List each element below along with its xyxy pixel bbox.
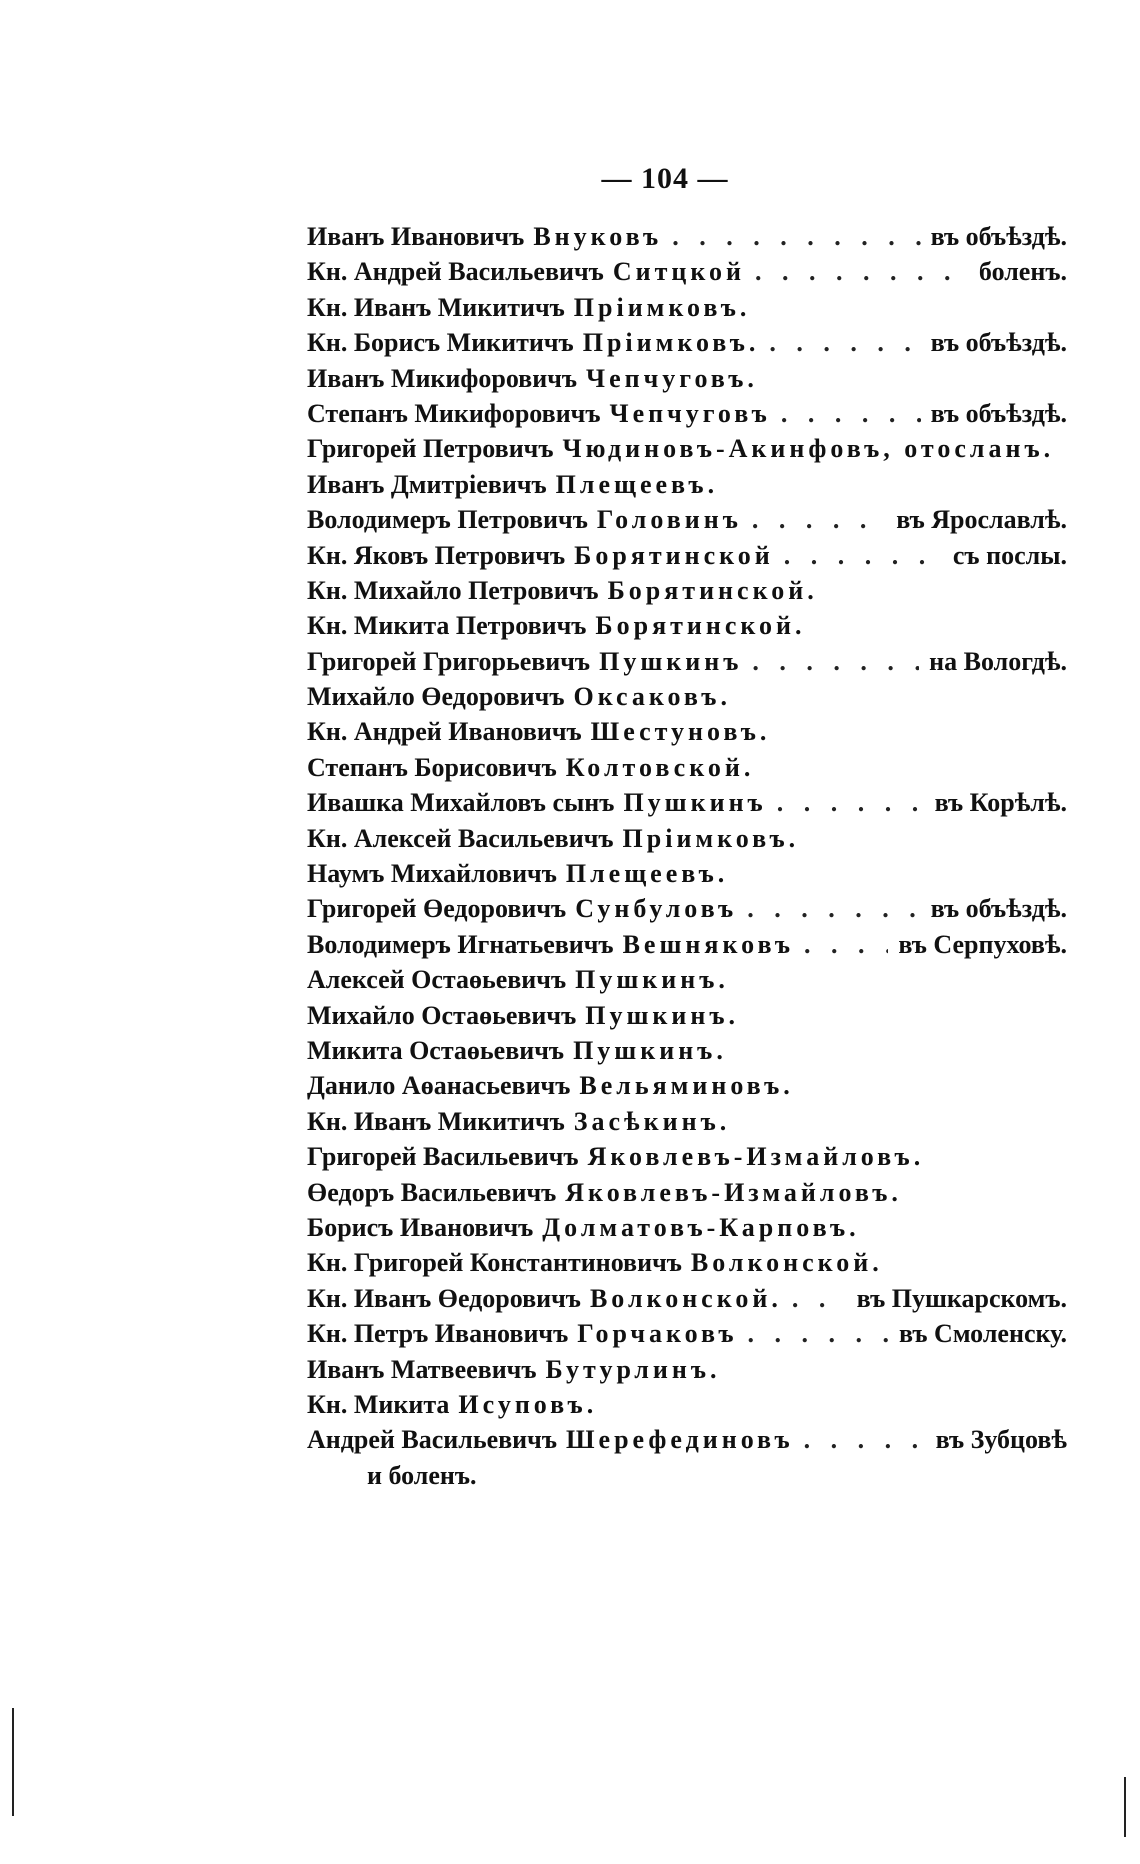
list-item [307,891,1067,926]
list-item [307,1316,1067,1351]
entry-surname: Шестуновъ. [590,717,771,747]
dot-leader [672,219,920,254]
entry-surname: Пушкинъ. [573,1035,727,1065]
entry-given-name: Наумъ Михайловичъ [307,859,557,889]
list-item [307,431,1067,466]
entry-given-name: Кн. Алексей Васильевичъ [307,823,614,853]
entry-surname: Засѣкинъ. [573,1106,731,1136]
entry-surname: Горчаковъ [577,1319,738,1349]
entry-given-name: Кн. Михайло Петровичъ [307,575,599,605]
entry-given-name: Степанъ Микифоровичъ [307,398,601,428]
list-item [307,325,1067,360]
entry-status: въ Ярославлѣ. [896,505,1067,535]
list-item [307,644,1067,679]
entry-given-name: Кн. Иванъ Өедоровичъ [307,1283,581,1313]
entry-status: въ объѣздѣ. [930,328,1067,358]
entry-given-name: Кн. Микита Петровичъ [307,611,587,641]
entry-given-name: Григорей Өедоровичъ [307,894,567,924]
list-item [307,538,1067,573]
entry-given-name: Григорей Васильевичъ [307,1142,579,1172]
list-item [307,679,1067,714]
entry-surname: Чепчуговъ. [586,363,758,393]
entry-status: съ послы. [952,540,1067,570]
entry-given-name: Михайло Остаөьевичъ [307,1000,577,1030]
entry-surname: Долматовъ-Карповъ. [542,1212,860,1242]
entry-status: на Вологдѣ. [929,646,1067,676]
entries-list [307,219,1067,1493]
entry-surname: Борятинской. [595,611,806,641]
entry-given-name: Иванъ Дмитрiевичъ [307,469,547,499]
entry-given-name: Кн. Андрей Ивановичъ [307,717,582,747]
list-item [307,998,1067,1033]
dot-leader [769,325,920,360]
list-item [307,1104,1067,1139]
entry-surname: Сунбуловъ [575,894,738,924]
entry-surname: Вельяминовъ. [579,1071,794,1101]
entry-status: въ Зубцовѣ [935,1425,1067,1455]
entry-surname: Пушкинъ [623,788,767,818]
entry-status: въ Пушкарскомъ. [856,1283,1067,1313]
list-item [307,573,1067,608]
entry-given-name: Иванъ Матвеевичъ [307,1354,537,1384]
entry-surname: Пушкинъ [599,646,743,676]
entry-surname: Бутурлинъ. [545,1354,721,1384]
list-item [307,361,1067,396]
list-item [307,714,1067,749]
margin-mark-left [12,1708,14,1816]
entry-surname: Исуповъ. [458,1389,598,1419]
entry-surname: Пушкинъ. [585,1000,740,1030]
list-item [307,1175,1067,1210]
entry-surname: Колтовской. [565,752,755,782]
entry-status: въ объѣздѣ. [930,222,1067,251]
entry-surname: Прiимковъ. [573,292,751,322]
list-item [307,1033,1067,1068]
entry-surname: Шерефединовъ [565,1425,794,1455]
entry-surname: Прiимковъ. [582,328,760,358]
dot-leader [755,254,969,289]
entry-surname: Плещеевъ. [555,469,719,499]
entry-given-name: Кн. Микита [307,1389,450,1419]
entry-given-name: Володимеръ Игнатьевичъ [307,929,614,959]
entry-given-name: Данило Аөанасьевичъ [307,1071,571,1101]
dot-leader [747,891,920,926]
list-item [307,962,1067,997]
dot-leader [781,396,921,431]
entry-surname: Борятинской [574,540,774,570]
entry-given-name: Андрей Васильевичъ [307,1425,557,1455]
entry-status: боленъ. [978,257,1067,287]
entry-surname: Внуковъ [533,222,663,251]
dot-leader [804,1422,926,1457]
entry-surname: Яковлевъ-Измайловъ. [587,1142,925,1172]
list-item [307,254,1067,289]
list-item [307,927,1067,962]
entry-given-name: Михайло Өедоровичъ [307,682,565,712]
entry-surname: Головинъ [596,505,742,535]
entry-surname: Яковлевъ-Измайловъ. [565,1177,902,1207]
list-item [307,1139,1067,1174]
entry-surname: Борятинской. [607,575,818,605]
entry-surname: Чюдиновъ-Акинфовъ, отосланъ. [562,434,1055,464]
list-item [307,1387,1067,1422]
entry-given-name: Степанъ Борисовичъ [307,752,557,782]
list-item [307,1422,1067,1457]
entry-status: въ Смоленску. [898,1319,1067,1349]
entry-surname: Вешняковъ [622,929,795,959]
list-item [307,219,1067,254]
entry-given-name: Борисъ Ивановичъ [307,1212,534,1242]
entry-given-name: Микита Остаөьевичъ [307,1035,565,1065]
list-item [307,785,1067,820]
entry-surname: Волконской. [589,1283,782,1313]
entry-given-name: Кн. Андрей Васильевичъ [307,257,604,287]
entry-given-name: Иванъ Микифоровичъ [307,363,578,393]
entry-surname: Волконской. [690,1248,883,1278]
margin-mark-right [1124,1777,1126,1837]
dot-leader [748,1316,889,1351]
list-item [307,608,1067,643]
list-item [307,1210,1067,1245]
page-number: — 104 — [601,162,729,195]
list-item [307,856,1067,891]
entry-surname: Оксаковъ. [573,682,731,712]
dot-leader [752,502,886,537]
entry-given-name: Кн. Яковъ Петровичъ [307,540,566,570]
entry-given-name: Кн. Борисъ Микитичъ [307,328,574,358]
dot-leader [752,644,919,679]
dot-leader [784,538,943,573]
list-item [307,396,1067,431]
entry-surname: Ситцкой [612,257,745,287]
entry-given-name: Григорей Григорьевичъ [307,646,591,676]
list-item [307,502,1067,537]
entry-given-name: Алексей Остаөьевичъ [307,965,567,995]
entry-given-name: Кн. Иванъ Микитичъ [307,1106,565,1136]
entry-status: въ объѣздѣ. [930,398,1067,428]
dot-leader [804,927,888,962]
entry-given-name: Володимеръ Петровичъ [307,505,588,535]
list-item [307,821,1067,856]
entry-given-name: Кн. Григорей Константиновичъ [307,1248,682,1278]
entry-surname: Пушкинъ. [575,965,729,995]
list-item [307,1281,1067,1316]
entry-status: въ Корѣлѣ. [934,788,1067,818]
dot-leader [777,785,925,820]
entry-continuation: и боленъ. [367,1460,477,1490]
list-item [307,1245,1067,1280]
entry-status: въ объѣздѣ. [930,894,1067,924]
entry-given-name: Кн. Петръ Ивановичъ [307,1319,569,1349]
entry-status: въ Серпуховѣ. [898,929,1067,959]
list-item [307,1352,1067,1387]
list-item [307,1068,1067,1103]
entry-given-name: Өедоръ Васильевичъ [307,1177,557,1207]
entry-surname: Плещеевъ. [565,859,729,889]
entry-given-name: Григорей Петровичъ [307,434,554,464]
list-item [307,750,1067,785]
dot-leader [792,1281,847,1316]
entry-given-name: Ивашка Михайловъ сынъ [307,788,615,818]
entry-surname: Чепчуговъ [609,398,771,428]
entry-surname: Прiимковъ. [622,823,800,853]
entry-given-name: Иванъ Ивановичъ [307,222,525,251]
list-item [307,290,1067,325]
entry-given-name: Кн. Иванъ Микитичъ [307,292,565,322]
list-item [307,467,1067,502]
